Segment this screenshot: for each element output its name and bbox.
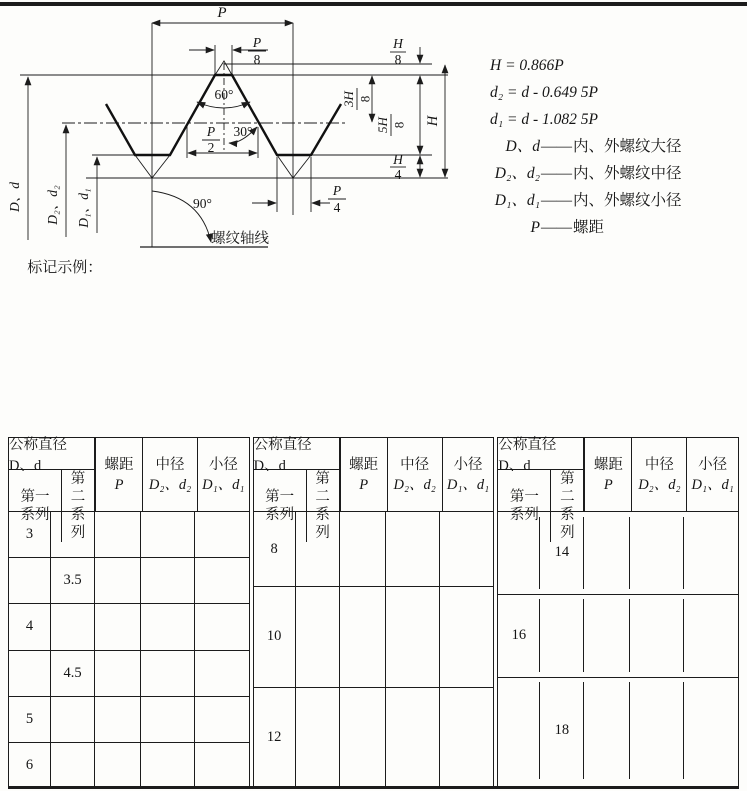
- pitch-diameter-value: [630, 731, 683, 755]
- definition-dash: ——: [541, 219, 572, 236]
- label-major-diameter: [7, 182, 22, 213]
- table-row: [254, 687, 494, 787]
- minor-diameter-value: [684, 648, 738, 672]
- symbol: D₁、d₁: [494, 192, 540, 209]
- pitch-diameter-value: [386, 688, 439, 713]
- minor-diameter-value: [195, 673, 249, 696]
- pitch-value: [584, 541, 629, 565]
- header-pitch-diameter: 中径 D₂、d₂: [387, 438, 442, 511]
- svg-text:3H: 3H: [341, 91, 356, 107]
- header-pitch-diameter: 中径 D₂、d₂: [142, 438, 197, 511]
- label-5h8: [375, 114, 407, 136]
- cell-pitch-diameter: [385, 512, 439, 586]
- table-row: [9, 742, 249, 788]
- pitch-value: [584, 648, 629, 672]
- pitch-diameter-value: [141, 719, 194, 742]
- formula-d1: d₁ = d - 1.082 5P: [490, 111, 598, 128]
- pitch-value: [95, 512, 140, 535]
- minor-diameter-value: [440, 762, 494, 787]
- cell-pitch: [339, 512, 385, 586]
- thread-profile-diagram: [0, 0, 460, 255]
- header-series-1: 第一系列: [9, 470, 62, 542]
- pitch-diameter-value: [141, 651, 194, 674]
- table-row: [9, 696, 249, 742]
- cell-pitch: [94, 743, 140, 788]
- table-row: [498, 512, 738, 594]
- pitch-diameter-value: [630, 682, 683, 706]
- table-bottom-rule: [8, 786, 739, 789]
- header-pitch: 螺距 P: [95, 438, 142, 511]
- table-row: [9, 512, 249, 557]
- cell-series-2: [296, 587, 339, 686]
- minor-diameter-value: [684, 541, 738, 565]
- cell-pitch-diameter: [629, 517, 683, 590]
- minor-diameter-value: [195, 697, 249, 720]
- minor-diameter-value: [195, 743, 249, 766]
- header-nominal-diameter: 公称直径 D、d: [254, 438, 339, 470]
- minor-diameter-value: [684, 565, 738, 589]
- pitch-diameter-value: [141, 673, 194, 696]
- marking-examples: [7, 257, 744, 279]
- formula-d2: d₂ = d - 0.649 5P: [490, 84, 598, 101]
- pitch-diameter-value: [386, 637, 439, 662]
- pitch-diameter-value: [386, 512, 439, 537]
- minor-diameter-value: [440, 512, 494, 537]
- thread-table-group-2: [253, 437, 495, 788]
- cell-minor-diameter: [439, 688, 494, 787]
- header-series-2: 第二系列: [315, 471, 330, 541]
- minor-diameter-value: [195, 535, 249, 558]
- label-p4-denominator: 4: [333, 200, 341, 215]
- cell-series-2: 18: [554, 722, 570, 739]
- svg-text:D、d: D、d: [7, 182, 22, 212]
- pitch-value: [95, 604, 140, 627]
- cell-minor-diameter: [439, 512, 494, 586]
- pitch-diameter-value: [386, 762, 439, 787]
- table-body: [498, 512, 738, 784]
- cell-series-1: 8: [254, 512, 296, 586]
- svg-text:D₁、d₁: D₁、d₁: [76, 188, 91, 228]
- svg-text:H: H: [425, 115, 441, 127]
- pitch-value: [95, 651, 140, 674]
- cell-series-2: [51, 604, 94, 649]
- cell-series-1: [498, 517, 540, 590]
- pitch-value: [95, 766, 140, 789]
- label-p2-denominator: 2: [207, 140, 215, 155]
- minor-diameter-value: [195, 766, 249, 789]
- header-nominal-diameter: 公称直径 D、d: [498, 438, 583, 470]
- minor-diameter-value: [440, 612, 494, 637]
- pitch-diameter-value: [630, 565, 683, 589]
- cell-series-2: 3.5: [63, 572, 82, 589]
- minor-diameter-value: [195, 558, 249, 581]
- definition-dash: ——: [541, 165, 572, 182]
- cell-minor-diameter: [683, 517, 738, 590]
- pitch-value: [340, 762, 385, 787]
- cell-series-1: 4: [9, 604, 51, 649]
- pitch-diameter-value: [630, 624, 683, 648]
- label-thread-axis: 螺纹轴线: [211, 231, 269, 247]
- minor-diameter-value: [684, 682, 738, 706]
- cell-pitch: [583, 517, 629, 590]
- minor-diameter-value: [684, 707, 738, 731]
- label-h8-denominator: 8: [394, 52, 402, 67]
- label-h4-denominator: 4: [394, 167, 402, 182]
- label-3h8: [341, 88, 373, 110]
- cell-pitch: [94, 512, 140, 557]
- pitch-value: [584, 599, 629, 623]
- pitch-value: [95, 719, 140, 742]
- cell-pitch-diameter: [140, 651, 194, 696]
- cell-series-2: [51, 512, 94, 557]
- cell-series-1: [9, 558, 51, 603]
- header-series-2: 第二系列: [70, 471, 86, 541]
- cell-pitch-diameter: [629, 599, 683, 672]
- pitch-value: [584, 707, 629, 731]
- cell-pitch: [339, 688, 385, 787]
- pitch-diameter-value: [630, 599, 683, 623]
- pitch-value: [584, 682, 629, 706]
- header-pitch-diameter: 中径 D₂、d₂: [631, 438, 686, 511]
- pitch-diameter-value: [141, 627, 194, 650]
- label-p8-denominator: 8: [253, 52, 261, 67]
- minor-diameter-value: [440, 737, 494, 762]
- pitch-value: [584, 755, 629, 779]
- table-row: [9, 557, 249, 603]
- symbol-definition: [476, 160, 682, 187]
- pitch-value: [95, 743, 140, 766]
- pitch-value: [95, 697, 140, 720]
- pitch-value: [340, 712, 385, 737]
- table-body: [254, 512, 494, 787]
- table-header: [498, 436, 738, 541]
- cell-series-2: [296, 512, 339, 586]
- cell-series-2: [296, 688, 339, 787]
- label-h: [425, 114, 441, 127]
- pitch-value: [584, 624, 629, 648]
- cell-pitch-diameter: [385, 587, 439, 686]
- label-30-degrees: 30°: [233, 124, 253, 139]
- symbol-definition: [476, 133, 682, 160]
- pitch-diameter-value: [386, 587, 439, 612]
- header-minor-diameter: 小径 D₁、d₁: [442, 438, 494, 511]
- cell-pitch: [94, 604, 140, 649]
- pitch-value: [95, 558, 140, 581]
- pitch-value: [584, 731, 629, 755]
- pitch-value: [340, 612, 385, 637]
- pitch-diameter-value: [386, 662, 439, 687]
- cell-minor-diameter: [194, 512, 249, 557]
- pitch-value: [584, 517, 629, 541]
- pitch-value: [95, 627, 140, 650]
- marking-examples-heading: 标记示例：: [27, 260, 103, 276]
- pitch-value: [340, 562, 385, 587]
- symbol: D、d: [505, 138, 540, 155]
- minor-diameter-value: [440, 662, 494, 687]
- minor-diameter-value: [684, 755, 738, 779]
- pitch-value: [340, 512, 385, 537]
- definition-dash: ——: [541, 138, 572, 155]
- pitch-diameter-value: [141, 581, 194, 604]
- pitch-value: [95, 581, 140, 604]
- table-row: [254, 512, 494, 586]
- formula-block: [476, 52, 682, 241]
- label-minor-diameter: [76, 188, 91, 228]
- cell-series-1: 12: [254, 688, 296, 787]
- minor-diameter-value: [440, 587, 494, 612]
- pitch-diameter-value: [141, 697, 194, 720]
- cell-pitch: [583, 682, 629, 779]
- table-row: [9, 650, 249, 696]
- pitch-diameter-value: [630, 755, 683, 779]
- cell-pitch-diameter: [140, 512, 194, 557]
- cell-pitch-diameter: [385, 688, 439, 787]
- cell-pitch-diameter: [629, 682, 683, 779]
- label-h4-numerator: H: [393, 152, 403, 167]
- minor-diameter-value: [195, 651, 249, 674]
- label-pitch-p: P: [217, 5, 227, 21]
- minor-diameter-value: [195, 627, 249, 650]
- definition-text: 内、外螺纹大径: [573, 138, 682, 155]
- definition-text: 螺距: [573, 219, 605, 236]
- pitch-diameter-value: [141, 558, 194, 581]
- cell-minor-diameter: [439, 587, 494, 686]
- formula-h: H = 0.866P: [490, 57, 564, 74]
- pitch-diameter-value: [386, 562, 439, 587]
- table-header: [253, 436, 494, 541]
- cell-pitch: [583, 599, 629, 672]
- pitch-value: [340, 587, 385, 612]
- label-p8-numerator: P: [252, 35, 262, 50]
- minor-diameter-value: [440, 637, 494, 662]
- symbol: P: [530, 219, 540, 236]
- cell-minor-diameter: [683, 599, 738, 672]
- header-minor-diameter: 小径 D₁、d₁: [197, 438, 249, 511]
- header-minor-diameter: 小径 D₁、d₁: [686, 438, 738, 511]
- definition-text: 内、外螺纹中径: [573, 165, 682, 182]
- symbol-definition: [476, 187, 682, 214]
- minor-diameter-value: [195, 581, 249, 604]
- cell-series-2: [51, 697, 94, 742]
- cell-series-1: 10: [254, 587, 296, 686]
- definition-text: 内、外螺纹小径: [573, 192, 682, 209]
- cell-minor-diameter: [194, 651, 249, 696]
- minor-diameter-value: [440, 537, 494, 562]
- cell-pitch: [94, 697, 140, 742]
- pitch-value: [95, 673, 140, 696]
- pitch-value: [340, 637, 385, 662]
- pitch-diameter-value: [630, 517, 683, 541]
- table-row: [254, 586, 494, 686]
- cell-pitch: [94, 558, 140, 603]
- table-body: [9, 512, 249, 788]
- cell-series-1: 5: [9, 697, 51, 742]
- pitch-diameter-value: [386, 537, 439, 562]
- cell-series-1: [9, 651, 51, 696]
- minor-diameter-value: [684, 599, 738, 623]
- header-pitch: 螺距 P: [340, 438, 387, 511]
- header-series-1: 第一系列: [254, 470, 307, 542]
- pitch-diameter-value: [386, 712, 439, 737]
- minor-diameter-value: [684, 731, 738, 755]
- svg-text:8: 8: [357, 95, 373, 103]
- symbol: D₂、d₂: [494, 165, 540, 182]
- cell-series-2: 14: [554, 544, 570, 561]
- definition-dash: ——: [541, 192, 572, 209]
- minor-diameter-value: [440, 712, 494, 737]
- cell-pitch-diameter: [140, 697, 194, 742]
- label-p4-numerator: P: [332, 183, 342, 198]
- cell-pitch-diameter: [140, 558, 194, 603]
- pitch-value: [584, 565, 629, 589]
- minor-diameter-value: [195, 512, 249, 535]
- header-series-1: 第一系列: [498, 470, 551, 542]
- pitch-diameter-value: [386, 737, 439, 762]
- cell-minor-diameter: [194, 604, 249, 649]
- pitch-diameter-value: [630, 541, 683, 565]
- header-pitch: 螺距 P: [584, 438, 631, 511]
- cell-minor-diameter: [194, 743, 249, 788]
- minor-diameter-value: [684, 517, 738, 541]
- table-header: [9, 436, 249, 541]
- cell-series-2: 4.5: [63, 664, 82, 681]
- minor-diameter-value: [684, 624, 738, 648]
- pitch-value: [95, 535, 140, 558]
- minor-diameter-value: [195, 719, 249, 742]
- cell-series-1: 16: [498, 599, 540, 672]
- pitch-value: [340, 662, 385, 687]
- svg-text:D₂、d₂: D₂、d₂: [45, 185, 60, 225]
- svg-text:8: 8: [391, 121, 407, 129]
- cell-pitch: [339, 587, 385, 686]
- pitch-value: [340, 688, 385, 713]
- cell-pitch-diameter: [140, 604, 194, 649]
- pitch-diameter-value: [386, 612, 439, 637]
- header-series-2: 第二系列: [560, 471, 575, 541]
- label-90-degrees: 90°: [193, 196, 212, 211]
- table-row: [498, 677, 738, 784]
- thread-table-group-1: [8, 437, 250, 788]
- table-row: [498, 594, 738, 677]
- cell-pitch-diameter: [140, 743, 194, 788]
- label-60-degrees: 60°: [214, 87, 234, 102]
- cell-pitch: [94, 651, 140, 696]
- pitch-diameter-value: [630, 648, 683, 672]
- minor-diameter-value: [440, 562, 494, 587]
- symbol-definition: [476, 214, 682, 241]
- cell-series-1: 6: [9, 743, 51, 788]
- cell-series-1: [498, 682, 540, 779]
- label-p2-numerator: P: [206, 124, 216, 139]
- pitch-diameter-value: [141, 512, 194, 535]
- pitch-diameter-value: [141, 766, 194, 789]
- cell-minor-diameter: [194, 697, 249, 742]
- table-row: [9, 603, 249, 649]
- header-nominal-diameter: 公称直径 D、d: [9, 438, 94, 470]
- pitch-diameter-value: [630, 707, 683, 731]
- cell-minor-diameter: [194, 558, 249, 603]
- minor-diameter-value: [195, 604, 249, 627]
- pitch-value: [340, 537, 385, 562]
- pitch-diameter-value: [141, 535, 194, 558]
- svg-text:5H: 5H: [375, 117, 390, 133]
- pitch-diameter-value: [141, 604, 194, 627]
- pitch-value: [340, 737, 385, 762]
- label-h8-numerator: H: [393, 36, 403, 51]
- minor-diameter-value: [440, 688, 494, 713]
- pitch-diameter-value: [141, 743, 194, 766]
- thread-dimension-tables: [8, 437, 739, 788]
- cell-series-2: [540, 599, 583, 672]
- label-pitch-diameter: [45, 185, 60, 226]
- cell-series-1: 3: [9, 512, 51, 557]
- thread-table-group-3: [497, 437, 739, 788]
- cell-series-2: [51, 743, 94, 788]
- cell-minor-diameter: [683, 682, 738, 779]
